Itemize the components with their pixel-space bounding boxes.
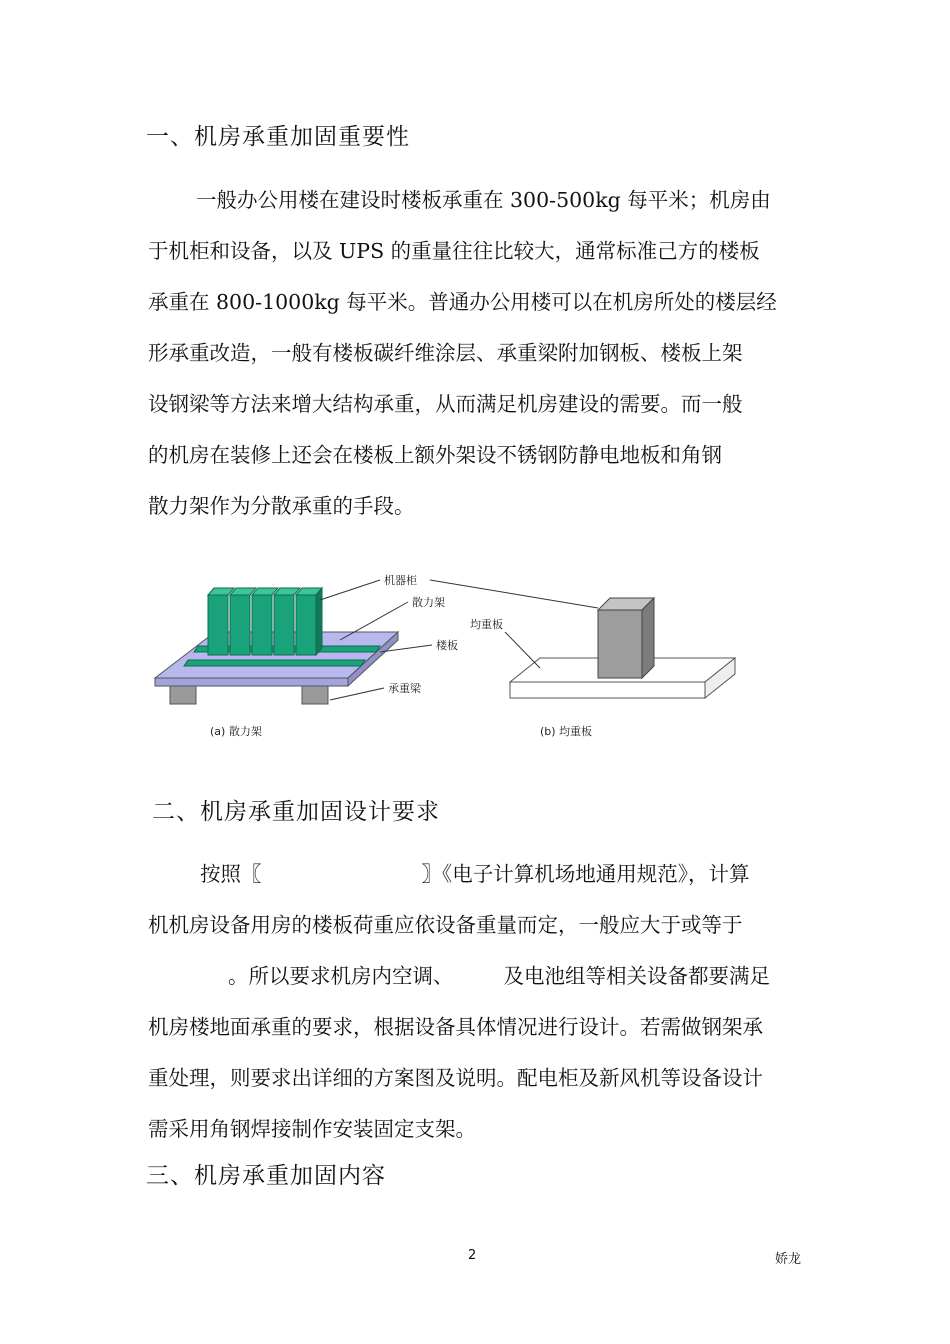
- paragraph-line: 于机柜和设备，以及 UPS 的重量往往比较大，通常标准己方的楼板: [148, 239, 760, 263]
- frame-bar-front: [184, 660, 365, 666]
- label-beam: 承重梁: [388, 682, 421, 695]
- text-fragment: 及电池组等相关设备都要满足: [503, 964, 770, 988]
- label-frame: 散力架: [412, 596, 445, 609]
- paragraph-line: 的机房在装修上还会在楼板上额外架设不锈钢防静电地板和角钢: [148, 443, 722, 467]
- paragraph-line: 散力架作为分散承重的手段。: [148, 494, 415, 518]
- paragraph-line: 机机房设备用房的楼板荷重应依设备重量而定，一般应大于或等于: [148, 913, 743, 937]
- section-2-paragraph: [148, 849, 808, 1155]
- paragraph-line: 重处理，则要求出详细的方案图及说明。配电柜及新风机等设备设计: [148, 1066, 763, 1090]
- text-fragment: 〗《电子计算机场地通用规范》，计算: [421, 862, 750, 886]
- page-number: 2: [468, 1248, 477, 1263]
- leader-cabinet-b: [430, 580, 598, 608]
- floor-slab-edge: [155, 678, 348, 686]
- footer-author: 娇龙: [775, 1252, 802, 1267]
- section-2-heading: 二、机房承重加固设计要求: [152, 799, 440, 825]
- block-front: [598, 610, 642, 678]
- leader-beam: [330, 688, 384, 700]
- paragraph-line: 形承重改造，一般有楼板碳纤维涂层、承重梁附加钢板、楼板上架: [148, 341, 743, 365]
- load-distribution-figure: [140, 560, 820, 750]
- label-cabinet: 机器柜: [384, 574, 417, 587]
- section-3-heading: 三、机房承重加固内容: [146, 1163, 386, 1189]
- section-1-paragraph: [148, 175, 808, 532]
- paragraph-line-1: [148, 849, 808, 900]
- paragraph-line: 需采用角钢焊接制作安装固定支架。: [148, 1117, 476, 1141]
- caption-a: (a) 散力架: [210, 725, 262, 738]
- paragraph-line: 机房楼地面承重的要求，根据设备具体情况进行设计。若需做钢架承: [148, 1015, 763, 1039]
- figure-diagram: [140, 560, 820, 750]
- leader-plate: [505, 632, 540, 668]
- cabinet-group: [208, 588, 322, 655]
- text-fragment: 。所以要求机房内空调、: [228, 964, 454, 988]
- block-side: [642, 598, 654, 678]
- label-plate: 均重板: [470, 618, 503, 631]
- plate-front: [510, 682, 705, 698]
- caption-b: (b) 均重板: [540, 725, 593, 738]
- section-1-heading: 一、机房承重加固重要性: [146, 124, 410, 150]
- paragraph-line: 一般办公用楼在建设时楼板承重在 300-500kg 每平米；机房由: [196, 188, 771, 212]
- paragraph-line: 设钢梁等方法来增大结构承重，从而满足机房建设的需要。而一般: [148, 392, 743, 416]
- label-floor: 楼板: [436, 639, 458, 652]
- paragraph-line-3: [148, 951, 808, 1002]
- paragraph-line: 承重在 800-1000kg 每平米。普通办公用楼可以在机房所处的楼层经: [148, 290, 777, 314]
- leader-cabinet: [320, 580, 380, 600]
- text-fragment: 按照〖: [200, 862, 262, 886]
